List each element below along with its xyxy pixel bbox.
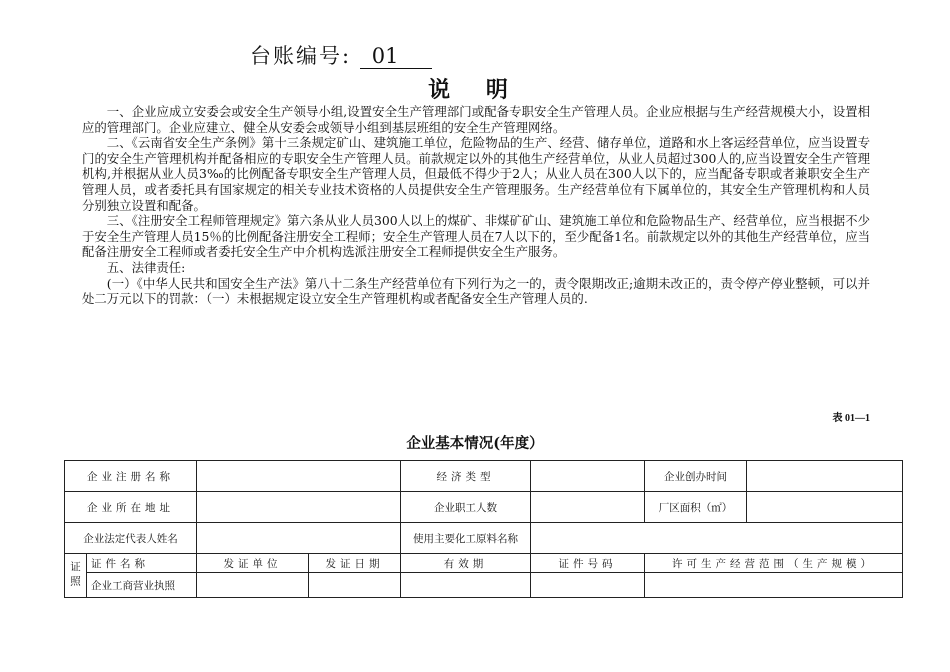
area-label: 厂区面积（㎡） bbox=[645, 492, 747, 523]
table-row bbox=[65, 523, 903, 554]
col-validity: 有效期 bbox=[401, 554, 531, 573]
raw-materials-label: 使用主要化工原料名称 bbox=[401, 523, 531, 554]
col-cert-number: 证件号码 bbox=[531, 554, 645, 573]
founded-label: 企业创办时间 bbox=[645, 461, 747, 492]
econ-type-value[interactable] bbox=[531, 461, 645, 492]
enterprise-info-table bbox=[64, 460, 903, 598]
paragraph-5-1: (一）《中华人民共和国安全生产法》第八十二条生产经营单位有下列行为之一的，责令限期改正;逾期未改正的，责令停产停业整顿，可以并处二万元以下的罚款：（一）未根据规定设立安全生产管理机构或者配备安全生产管理人员的. bbox=[82, 275, 870, 307]
area-value[interactable] bbox=[747, 492, 903, 523]
reg-name-value[interactable] bbox=[197, 461, 401, 492]
legal-rep-label: 企业法定代表人姓名 bbox=[65, 523, 197, 554]
col-issue-date: 发证日期 bbox=[309, 554, 401, 573]
ledger-label: 台账编号: bbox=[250, 44, 352, 68]
ledger-number-line bbox=[250, 40, 432, 70]
address-value[interactable] bbox=[197, 492, 401, 523]
econ-type-label: 经济类型 bbox=[401, 461, 531, 492]
raw-materials-value[interactable] bbox=[531, 523, 903, 554]
issue-date-cell[interactable] bbox=[309, 573, 401, 598]
address-label: 企业所在地址 bbox=[65, 492, 197, 523]
ledger-number: 01 bbox=[360, 44, 432, 69]
table-row bbox=[65, 492, 903, 523]
business-license-label: 企业工商营业执照 bbox=[87, 573, 197, 598]
reg-name-label: 企业注册名称 bbox=[65, 461, 197, 492]
cert-number-cell[interactable] bbox=[531, 573, 645, 598]
staff-label: 企业职工人数 bbox=[401, 492, 531, 523]
validity-cell[interactable] bbox=[401, 573, 531, 598]
paragraph-2: 二、《云南省安全生产条例》第十三条规定矿山、建筑施工单位，危险物品的生产、经营、储存单位，道路和水上客运经营单位，应当设置专门的安全生产管理机构并配备相应的专职安全生产管理人员。前款规定以外的其他生产经营单位，从业人员超过300人的,应当设置安全生产管理机构,并根据从业人员3‰的比例配备专职安全生产管理人员，但最低不得少于2人；从业人员在300人以下的，应当配备专职或者兼职安全生产管理人员，或者委托具有国家规定的相关专业技术资格的人员提供安全生产管理服务。生产经营单位有下属单位的，其安全生产管理机构和人员分别独立设置和配备。 bbox=[82, 135, 870, 213]
issuer-cell[interactable] bbox=[197, 573, 309, 598]
paragraph-5: 五、法律责任: bbox=[106, 259, 186, 275]
table-row bbox=[65, 573, 903, 598]
legal-rep-value[interactable] bbox=[197, 523, 401, 554]
page-title: 说 明 bbox=[428, 77, 522, 103]
table-number: 表 01—1 bbox=[832, 413, 870, 424]
paragraph-3: 三、《注册安全工程师管理规定》第六条从业人员300人以上的煤矿、非煤矿矿山、建筑施工单位和危险物品生产、经营单位，应当根据不少于安全生产管理人员15％的比例配备注册安全工程师；安全生产管理人员在7人以下的，至少配备1名。前款规定以外的其他生产经营单位，应当配备注册安全工程师或者委托安全生产中介机构选派注册安全工程师提供安全生产服务。 bbox=[82, 213, 870, 260]
explanation-body bbox=[82, 104, 870, 307]
business-scope-cell[interactable] bbox=[645, 573, 903, 598]
table-row bbox=[65, 461, 903, 492]
paragraph-1: 一、企业应成立安委会或安全生产领导小组,设置安全生产管理部门或配备专职安全生产管理人员。企业应根据与生产经营规模大小，设置相应的管理部门。企业应建立、健全从安委会或领导小组到基层班组的安全生产管理网络。 bbox=[82, 104, 870, 135]
founded-value[interactable] bbox=[747, 461, 903, 492]
table-row bbox=[65, 554, 903, 573]
staff-value[interactable] bbox=[531, 492, 645, 523]
col-cert-name: 证件名称 bbox=[87, 554, 197, 573]
col-issuer: 发证单位 bbox=[197, 554, 309, 573]
cert-side-label: 证照 bbox=[65, 554, 87, 598]
col-business-scope: 许可生产经营范围（生产规模） bbox=[645, 554, 903, 573]
table-title: 企业基本情况(年度） bbox=[406, 435, 544, 452]
